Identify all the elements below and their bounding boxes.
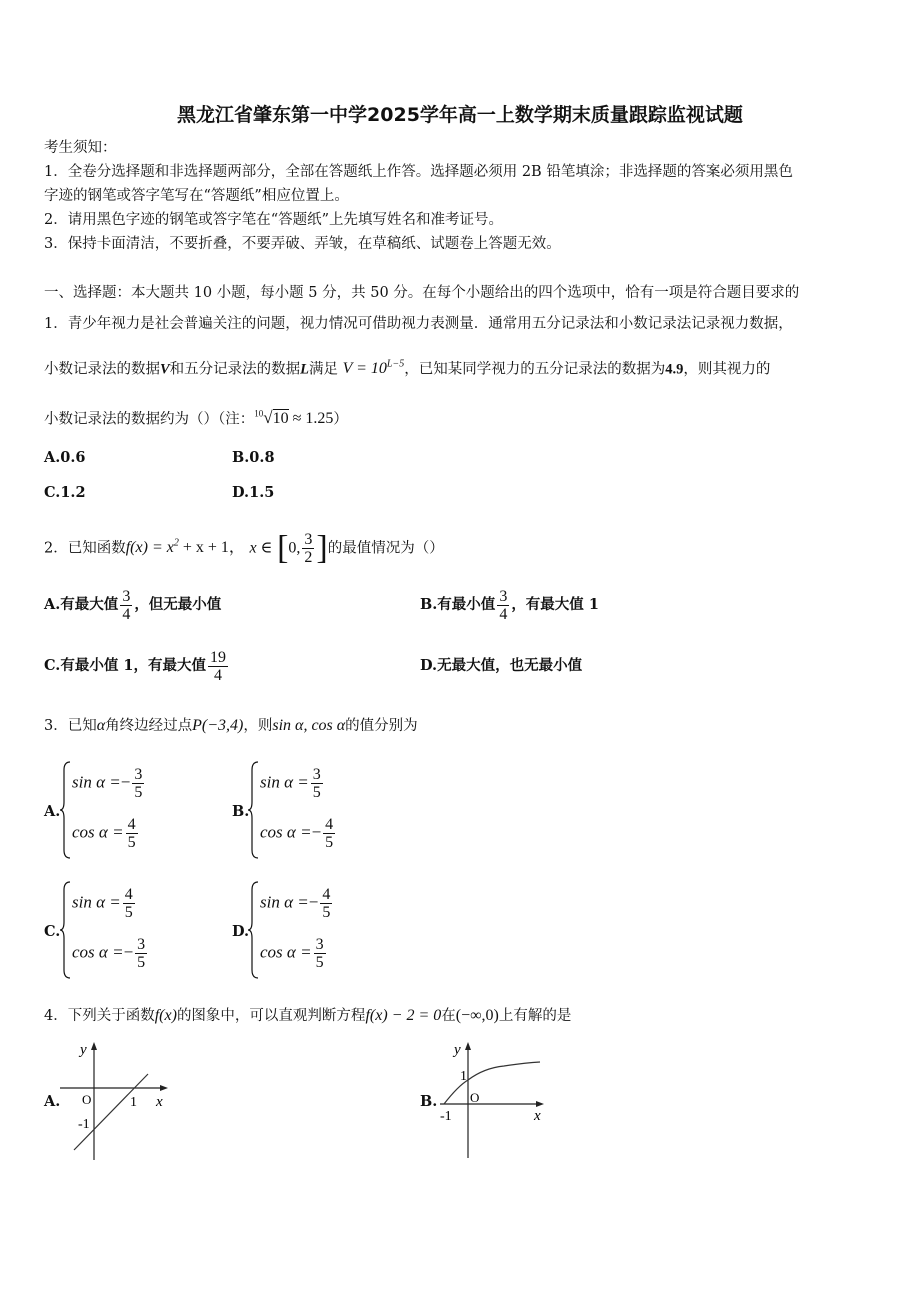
q2-option-c[interactable]: C.有最小值 1，有最大值 $\frac{19}{4}$ [44, 648, 226, 684]
brace-icon [60, 880, 72, 980]
q4-label-b[interactable]: B. [420, 1093, 438, 1110]
y-label: y [80, 1042, 87, 1058]
x-axis-arrow-icon [536, 1101, 544, 1107]
q1-line-1: 1．青少年视力是社会普遍关注的问题，视力情况可借助视力表测量．通常用五分记录法和小数记录法记录视力数据， [44, 316, 793, 332]
q4-label-a[interactable]: A. [44, 1093, 61, 1110]
x-label: x [534, 1108, 541, 1124]
x-label: x [156, 1094, 163, 1110]
q2-option-a[interactable]: A.有最大值 $\frac{3}{4}$ ，但无最小值 [44, 587, 222, 623]
graph-a-line [74, 1074, 148, 1150]
tick-one-label: 1 [130, 1095, 137, 1110]
y-axis-arrow-icon [465, 1042, 471, 1050]
notice-heading: 考生须知： [44, 140, 117, 156]
q1-option-a[interactable]: A.0.6 [44, 449, 86, 466]
section-heading: 一、选择题：本大题共 10 小题，每小题 5 分，共 50 分。在每个小题给出的四个选项中，恰有一项是符合题目要求的 [44, 285, 800, 301]
y-axis-arrow-icon [91, 1042, 97, 1050]
q2-stem: 2．已知函数$f(x) = x^2 + x + 1$， x ∈ [0, $\frac{3}{2}$ ]的最值情况为（） [44, 529, 444, 567]
origin-label: O [82, 1092, 92, 1107]
q3-option-a[interactable]: sin α =− $\frac{3}{5}$ cos α = $\frac{4}{5}$ [60, 760, 190, 860]
page-title: 黑龙江省肇东第一中学2025学年高一上数学期末质量跟踪监视试题 [177, 104, 743, 126]
q3-label-b[interactable]: B. [232, 803, 250, 820]
q1-line-3: 小数记录法的数据约为（）（注：$^{10}$√10 ≈ 1.25） [44, 408, 348, 428]
y-label: y [454, 1042, 461, 1058]
brace-icon [248, 880, 260, 980]
q4-stem: 4．下列关于函数f(x)的图象中，可以直观判断方程f(x) − 2 = 0在(−∞,0)上有解的是 [44, 1007, 572, 1024]
q3-stem: 3．已知α角终边经过点P(−3,4)，则sin α, cos α的值分别为 [44, 717, 418, 734]
q3-option-c[interactable]: sin α = $\frac{4}{5}$ cos α =− $\frac{3}{5}$ [60, 880, 190, 980]
brace-icon [248, 760, 260, 860]
q1-formula: $V = 10^{L-5}$ [342, 359, 405, 378]
q1-line-2: 小数记录法的数据V和五分记录法的数据L满足 $V = 10^{L-5}$，已知某同学视力的五分记录法的数据为4.9，则其视力的 [44, 359, 771, 378]
origin-label: O [470, 1090, 480, 1105]
x-axis-arrow-icon [160, 1085, 168, 1091]
q2-option-b[interactable]: B.有最小值 $\frac{3}{4}$ ，有最大值 1 [420, 587, 599, 623]
tick-one-label: 1 [460, 1069, 467, 1084]
q3-label-a[interactable]: A. [44, 803, 61, 820]
tick-neg1-label: -1 [78, 1117, 90, 1132]
graph-b-curve [444, 1062, 540, 1104]
q4-graph-a[interactable] [56, 1038, 176, 1162]
q3-label-d[interactable]: D. [232, 923, 250, 940]
q3-label-c[interactable]: C. [44, 923, 61, 940]
notice-line-2: 字迹的钢笔或答字笔写在“答题纸”相应位置上。 [44, 188, 349, 204]
q1-option-b[interactable]: B.0.8 [232, 449, 275, 466]
q4-graph-b[interactable] [434, 1036, 564, 1160]
q2-option-d[interactable]: D.无最大值，也无最小值 [420, 657, 583, 674]
q3-option-b[interactable]: sin α = $\frac{3}{5}$ cos α =− $\frac{4}{5}$ [248, 760, 378, 860]
tick-neg1-label: -1 [440, 1109, 452, 1124]
q1-root: $^{10}$√10 ≈ 1.25 [254, 408, 334, 428]
notice-line-4: 3．保持卡面清洁，不要折叠，不要弄破、弄皱，在草稿纸、试题卷上答题无效。 [44, 236, 561, 252]
notice-line-3: 2．请用黑色字迹的钢笔或答字笔在“答题纸”上先填写姓名和准考证号。 [44, 212, 504, 228]
brace-icon [60, 760, 72, 860]
q3-option-d[interactable]: sin α =− $\frac{4}{5}$ cos α = $\frac{3}{5}$ [248, 880, 378, 980]
q1-option-d[interactable]: D.1.5 [232, 484, 275, 501]
q1-option-c[interactable]: C.1.2 [44, 484, 86, 501]
notice-line-1: 1．全卷分选择题和非选择题两部分，全部在答题纸上作答。选择题必须用 2B 铅笔填涂；非选择题的答案必须用黑色 [44, 164, 793, 180]
